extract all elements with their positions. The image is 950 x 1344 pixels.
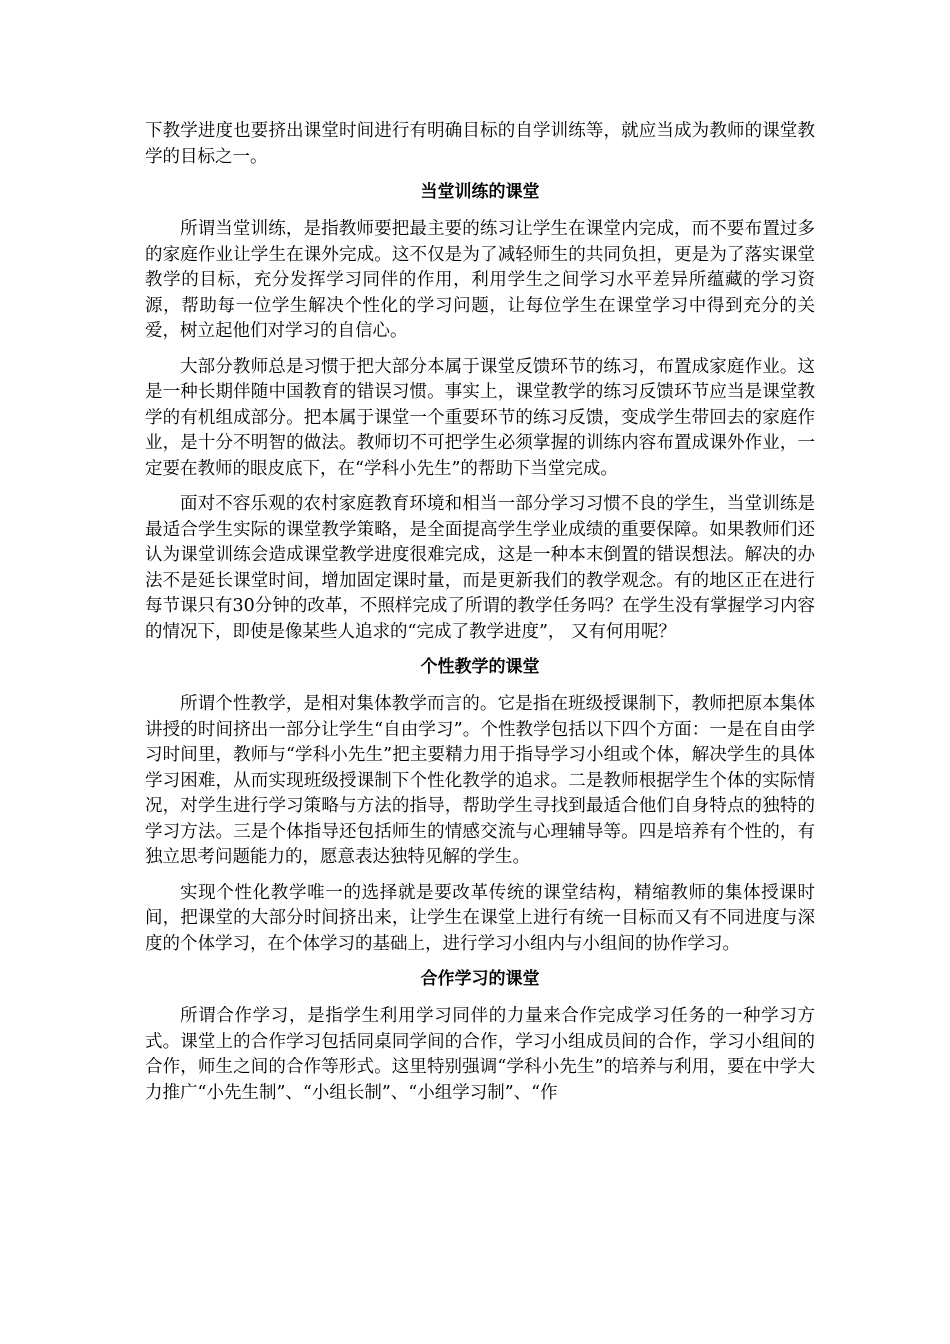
intro-paragraph: 下教学进度也要挤出课堂时间进行有明确目标的自学训练等，就应当成为教师的课堂教学的目标之一。 (145, 121, 815, 167)
paragraph: 所谓合作学习，是指学生利用学习同伴的力量来合作完成学习任务的一种学习方式。课堂上的合作学习包括同桌同学间的合作，学习小组成员间的合作，学习小组间的合作，师生之间的合作等形式。这里特别强调“学科小先生”的培养与利用，要在中学大力推广“小先生制”、“小组长制”、“小组学习制”、“作 (145, 1006, 815, 1103)
document-body (145, 119, 815, 1116)
paragraph: 所谓个性教学，是相对集体教学而言的。它是指在班级授课制下，教师把原本集体讲授的时间挤出一部分让学生“自由学习”。个性教学包括以下四个方面：一是在自由学习时间里，教师与“学科小先生”把主要精力用于指导学习小组或个体，解决学生的具体学习困难，从而实现班级授课制下个性化教学的追求。二是教师根据学生个体的实际情况，对学生进行学习策略与方法的指导，帮助学生寻找到最适合他们自身特点的独特的学习方法。三是个体指导还包括师生的情感交流与心理辅导等。四是培养有个性的，有独立思考问题能力的，愿意表达独特见解的学生。 (145, 694, 815, 867)
section-heading-individual: 个性教学的课堂 (420, 657, 540, 677)
paragraph: 实现个性化教学唯一的选择就是要改革传统的课堂结构，精缩教师的集体授课时间，把课堂的大部分时间挤出来，让学生在课堂上进行有统一目标而又有不同进度与深度的个体学习，在个体学习的基础上，进行学习小组内与小组间的协作学习。 (145, 882, 815, 954)
paragraph: 所谓当堂训练，是指教师要把最主要的练习让学生在课堂内完成，而不要布置过多的家庭作业让学生在课外完成。这不仅是为了减轻师生的共同负担，更是为了落实课堂教学的目标，充分发挥学习同伴的作用，利用学生之间学习水平差异所蕴藏的学习资源，帮助每一位学生解决个性化的学习问题，让每位学生在课堂学习中得到充分的关爱，树立起他们对学习的自信心。 (145, 219, 815, 341)
section-heading-training: 当堂训练的课堂 (420, 182, 540, 202)
paragraph: 面对不容乐观的农村家庭教育环境和相当一部分学习习惯不良的学生，当堂训练是最适合学生实际的课堂教学策略，是全面提高学生学业成绩的重要保障。如果教师们还认为课堂训练会造成课堂教学进度很难完成，这是一种本末倒置的错误想法。解决的办法不是延长课堂时间，增加固定课时量，而是更新我们的教学观念。有的地区正在进行每节课只有30分钟的改革，不照样完成了所谓的教学任务吗？在学生没有掌握学习内容的情况下，即使是像某些人追求的“完成了教学进度”， 又有何用呢？ (145, 494, 815, 642)
paragraph: 大部分教师总是习惯于把大部分本属于课堂反馈环节的练习，布置成家庭作业。这是一种长期伴随中国教育的错误习惯。事实上，课堂教学的练习反馈环节应当是课堂教学的有机组成部分。把本属于课堂一个重要环节的练习反馈，变成学生带回去的家庭作业，是十分不明智的做法。教师切不可把学生必须掌握的训练内容布置成课外作业，一定要在教师的眼皮底下，在“学科小先生”的帮助下当堂完成。 (145, 356, 815, 479)
section-heading-cooperative: 合作学习的课堂 (420, 969, 540, 989)
